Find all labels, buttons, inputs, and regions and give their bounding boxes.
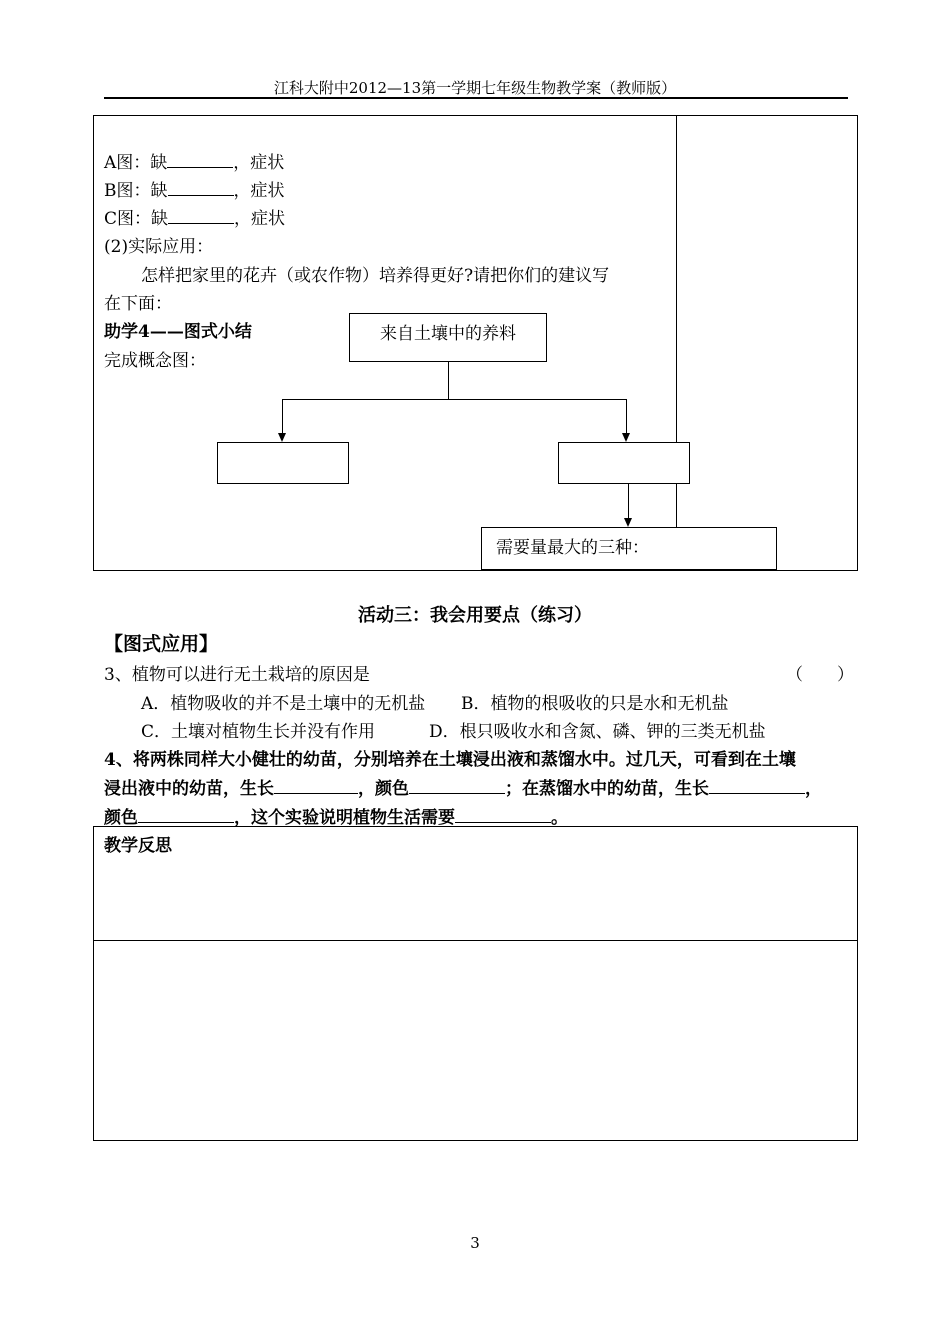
q3-option-a: A．植物吸收的并不是土壤中的无机盐 [141,694,426,714]
q3-option-d: D．根只吸收水和含氮、磷、钾的三类无机盐 [429,722,766,742]
activity-title: 活动三：我会用要点（练习） [358,605,592,626]
q4-blank-growth-soil[interactable] [274,779,358,794]
question-4-line-1: 4、将两株同样大小健壮的幼苗，分别培养在土壤浸出液和蒸馏水中。过几天，可看到在土壤 [104,750,796,770]
page-number: 3 [470,1234,480,1252]
concept-left-box[interactable] [217,442,349,484]
q3-option-b: B．植物的根吸收的只是水和无机盐 [461,694,729,714]
arrow-bottom [624,518,632,527]
q4-blank-color-water[interactable] [138,808,234,823]
helper-heading: 助学4——图式小结 [104,322,252,342]
q4-blank-growth-water[interactable] [709,779,805,794]
deficiency-line-a: A图：缺 ，症状 [104,153,285,173]
arrow-left [278,433,286,442]
concept-bottom-label: 需要量最大的三种： [496,538,649,558]
question-3: 3、植物可以进行无土栽培的原因是 [104,665,370,685]
concept-bottom-box[interactable] [481,527,777,570]
concept-right-box[interactable] [558,442,690,484]
blank-a[interactable] [167,153,233,168]
connector-horizontal [282,399,626,400]
question-4-line-2: 浸出液中的幼苗，生长 ，颜色 ；在蒸馏水中的幼苗，生长 ， [104,779,822,799]
concept-root-box [349,313,547,362]
application-line-2: 在下面： [104,294,172,314]
reflection-area-top[interactable] [94,857,857,939]
deficiency-line-b: B图：缺 ，症状 [104,181,285,201]
concept-prompt: 完成概念图： [104,351,206,371]
question-3-bracket: （ ） [786,665,854,685]
blank-c[interactable] [168,209,234,224]
q4-blank-color-soil[interactable] [409,779,505,794]
question-4-line-3: 颜色 ，这个实验说明植物生活需要 。 [104,808,568,828]
q4-blank-conclusion[interactable] [455,808,551,823]
reflection-area-bottom[interactable] [94,941,857,1140]
arrow-right [622,433,630,442]
concept-root-label: 来自土壤中的养料 [380,324,516,344]
page-header: 江科大附中2012—13第一学期七年级生物教学案（教师版） [273,79,677,97]
connector-left-down [282,399,283,433]
connector-right-down [626,399,627,433]
section-heading: 【图式应用】 [104,633,219,655]
connector-right-bottom [628,484,629,518]
q3-option-c: C．土壤对植物生长并没有作用 [141,722,376,742]
application-line-1: 怎样把家里的花卉（或农作物）培养得更好?请把你们的建议写 [141,266,610,286]
application-heading: (2)实际应用： [104,237,214,257]
header-rule [104,97,848,99]
connector-root-down [448,362,449,399]
deficiency-line-c: C图：缺 ，症状 [104,209,286,229]
reflection-label: 教学反思 [104,836,172,856]
blank-b[interactable] [168,181,234,196]
